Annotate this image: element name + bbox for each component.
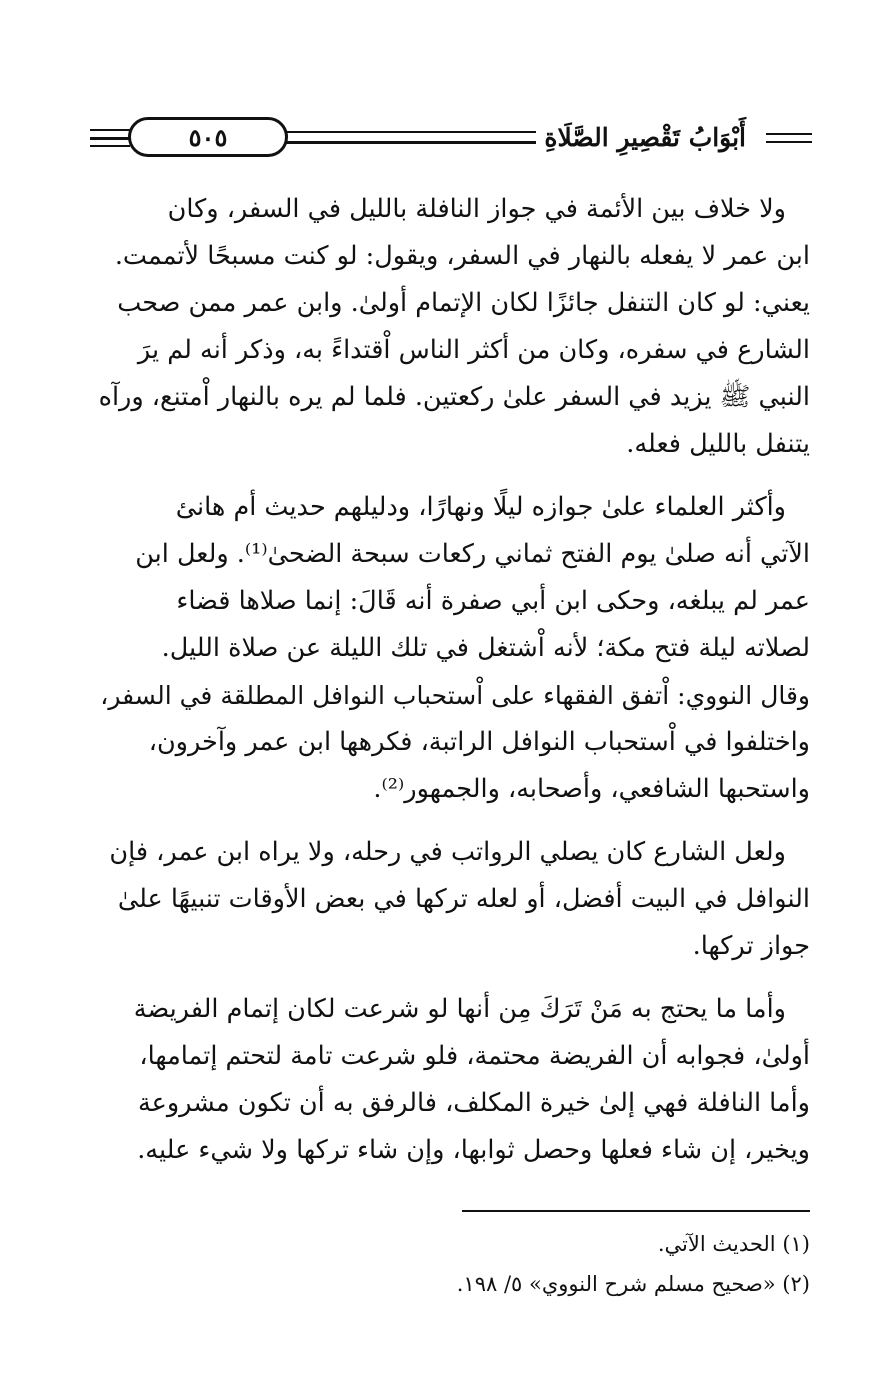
text-line: ولا خلاف بين الأئمة في جواز النافلة بالليل في السفر، وكان <box>167 194 786 224</box>
text-line: جواز تركها. <box>692 931 810 961</box>
text-line: النوافل في البيت أفضل، أو لعله تركها في بعض الأوقات تنبيهًا علىٰ <box>117 884 810 914</box>
text-line: واستحبها الشافعي، وأصحابه، والجمهور⁽²⁾. <box>373 774 810 804</box>
footnote-1: (١) الحديث الآتي. <box>657 1232 810 1256</box>
text-line: ابن عمر لا يفعله بالنهار في السفر، ويقول: لو كنت مسبحًا لأتممت. <box>114 241 810 271</box>
text-line: الآتي أنه صلىٰ يوم الفتح ثماني ركعات سبحة الضحىٰ⁽¹⁾. ولعل ابن <box>135 539 810 569</box>
text-line: وأما النافلة فهي إلىٰ خيرة المكلف، فالرفق به أن تكون مشروعة <box>137 1088 810 1118</box>
text-line: وأكثر العلماء علىٰ جوازه ليلًا ونهارًا، ودليلهم حديث أم هانئ <box>175 492 786 522</box>
text-line: يتنفل بالليل فعله. <box>626 429 810 459</box>
text-line: وقال النووي: اْتفق الفقهاء على اْستحباب النوافل المطلقة في السفر، <box>100 681 810 710</box>
footnotes <box>92 1224 810 1304</box>
page-header <box>90 113 812 165</box>
text-line: ولعل الشارع كان يصلي الرواتب في رحله، ولا يراه ابن عمر، فإن <box>109 837 786 867</box>
text-line: الشارع في سفره، وكان من أكثر الناس اْقتداءً به، وذكر أنه لم يرَ <box>137 335 810 365</box>
header-rule-right-top <box>766 133 812 135</box>
text-line: عمر لم يبلغه، وحكى ابن أبي صفرة أنه قَالَ: إنما صلاها قضاء <box>176 586 810 616</box>
running-title: أَبْوَابُ تَقْصِيرِ الصَّلَاةِ <box>536 117 754 157</box>
text-line: يعني: لو كان التنفل جائزًا لكان الإتمام أولىٰ. وابن عمر ممن صحب <box>117 288 810 318</box>
header-rule-right-bottom <box>766 141 812 143</box>
text-line: وأما ما يحتج به مَنْ تَرَكَ مِن أنها لو شرعت لكان إتمام الفريضة <box>133 994 786 1024</box>
page-number: ٥٠٥ <box>128 117 288 157</box>
text-line: أولىٰ، فجوابه أن الفريضة محتمة، فلو شرعت تامة لتحتم إتمامها، <box>139 1041 810 1071</box>
text-line: النبي ﷺ يزيد في السفر علىٰ ركعتين. فلما لم يره بالنهار اْمتنع، ورآه <box>98 382 810 412</box>
header-rule-left-bottom <box>90 145 130 147</box>
header-rule-left-mid <box>90 137 130 140</box>
text-line: لصلاته ليلة فتح مكة؛ لأنه اْشتغل في تلك الليلة عن صلاة الليل. <box>161 633 810 663</box>
text-line: واختلفوا في اْستحباب النوافل الراتبة، فكرهها ابن عمر وآخرون، <box>148 727 810 757</box>
text-line: ويخير، إن شاء فعلها وحصل ثوابها، وإن شاء تركها ولا شيء عليه. <box>137 1135 810 1165</box>
main-text <box>92 186 810 1174</box>
footnote-separator <box>462 1210 810 1212</box>
header-rule-left-top <box>90 129 130 131</box>
footnote-2: (٢) «صحيح مسلم شرح النووي» ٥/ ١٩٨. <box>456 1272 810 1296</box>
